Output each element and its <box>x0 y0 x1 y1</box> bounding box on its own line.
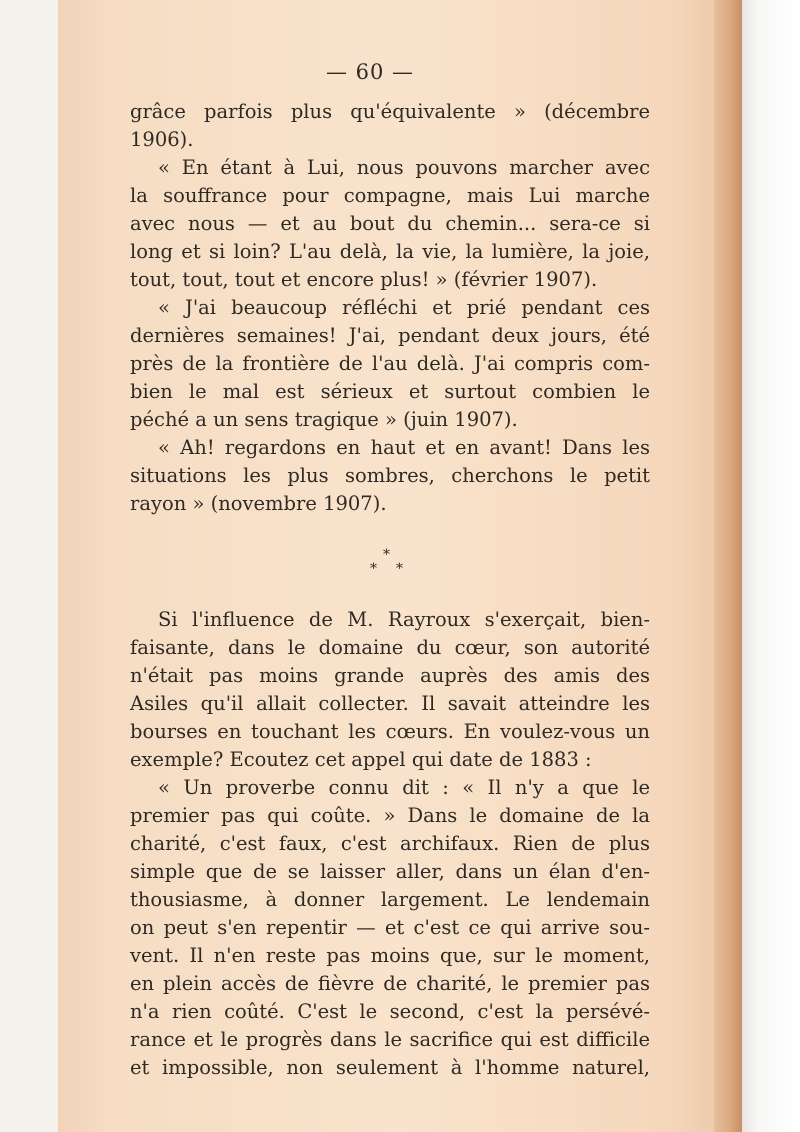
text-line: rayon » (novembre 1907). <box>130 492 387 515</box>
text-line: bourses en touchant les cœurs. En voulez-vous un <box>130 720 650 743</box>
asterisk-mark: * <box>383 547 390 563</box>
paragraph-1 <box>130 98 650 154</box>
section-break-asterism <box>130 518 650 606</box>
text-line: « Ah! regardons en haut et en avant! Dans les <box>158 436 650 459</box>
text-line: grâce parfois plus qu'équivalente » (décembre <box>130 100 650 123</box>
text-line: tout, tout, tout et encore plus! » (février 1907). <box>130 268 598 291</box>
text-line: bien le mal est sérieux et surtout combien le <box>130 380 650 403</box>
text-line: près de la frontière de l'au delà. J'ai compris com- <box>130 352 650 375</box>
body-text <box>130 98 650 1082</box>
text-line: rance et le progrès dans le sacrifice qui est difficile <box>130 1028 650 1051</box>
asterisk-mark: * <box>370 561 377 577</box>
text-line: simple que de se laisser aller, dans un élan d'en- <box>130 860 650 883</box>
text-line: n'a rien coûté. C'est le second, c'est la persévé- <box>130 1000 650 1023</box>
page-number: — 60 — <box>325 60 415 84</box>
text-line: « Un proverbe connu dit : « Il n'y a que le <box>158 776 650 799</box>
text-line: thousiasme, à donner largement. Le lendemain <box>130 888 650 911</box>
text-line: dernières semaines! J'ai, pendant deux jours, été <box>130 324 650 347</box>
text-line: avec nous — et au bout du chemin... sera-ce si <box>130 212 650 235</box>
paragraph-3 <box>130 294 650 434</box>
text-line: n'était pas moins grande auprès des amis des <box>130 664 650 687</box>
text-line: long et si loin? L'au delà, la vie, la lumière, la joie, <box>130 240 650 263</box>
text-line: situations les plus sombres, cherchons le petit <box>130 464 650 487</box>
text-line: en plein accès de fièvre de charité, le premier pas <box>130 972 650 995</box>
scanner-margin <box>742 0 800 1132</box>
text-line: péché a un sens tragique » (juin 1907). <box>130 408 518 431</box>
text-line: la souffrance pour compagne, mais Lui marche <box>130 184 650 207</box>
paragraph-4 <box>130 434 650 518</box>
asterisk-mark: * <box>396 561 403 577</box>
text-line: on peut s'en repentir — et c'est ce qui arrive sou- <box>130 916 650 939</box>
text-line: charité, c'est faux, c'est archifaux. Rien de plus <box>130 832 650 855</box>
text-line: premier pas qui coûte. » Dans le domaine de la <box>130 804 650 827</box>
text-line: « En étant à Lui, nous pouvons marcher avec <box>158 156 650 179</box>
text-line: et impossible, non seulement à l'homme naturel, <box>130 1056 650 1079</box>
paragraph-2 <box>130 154 650 294</box>
text-line: « J'ai beaucoup réfléchi et prié pendant ces <box>158 296 650 319</box>
paragraph-6 <box>130 774 650 1082</box>
text-line: Si l'influence de M. Rayroux s'exerçait, bien- <box>158 608 650 631</box>
text-line: Asiles qu'il allait collecter. Il savait atteindre les <box>130 692 650 715</box>
text-line: vent. Il n'en reste pas moins que, sur le moment, <box>130 944 650 967</box>
text-line: 1906). <box>130 128 194 151</box>
paper-edge-shadow <box>714 0 742 1132</box>
paragraph-5 <box>130 606 650 774</box>
text-line: exemple? Ecoutez cet appel qui date de 1883 : <box>130 748 592 771</box>
text-line: faisante, dans le domaine du cœur, son autorité <box>130 636 650 659</box>
